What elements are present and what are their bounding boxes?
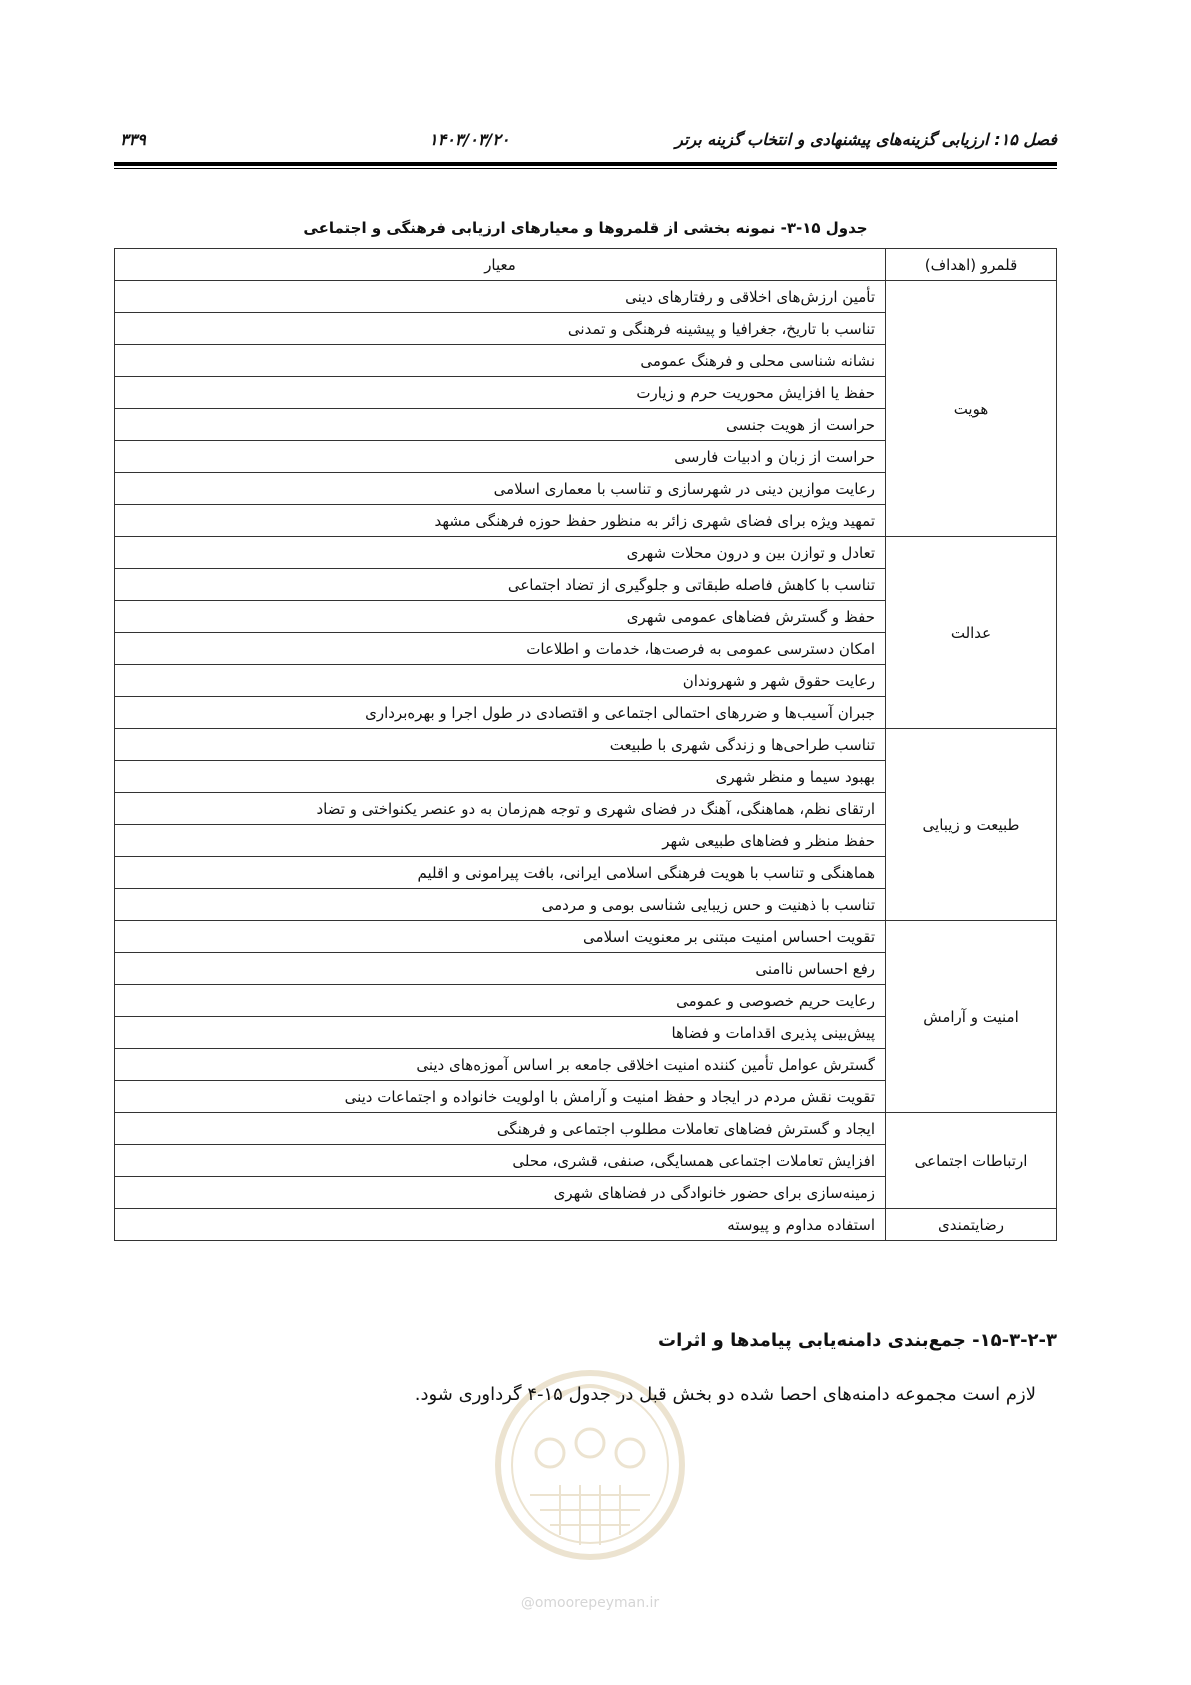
criterion-cell: تناسب با کاهش فاصله طبقاتی و جلوگیری از تضاد اجتماعی <box>115 569 886 601</box>
criterion-cell: گسترش عوامل تأمین کننده امنیت اخلاقی جامعه بر اساس آموزه‌های دینی <box>115 1049 886 1081</box>
domain-cell: رضایتمندی <box>886 1209 1057 1241</box>
header-rule-thick <box>114 162 1057 166</box>
criterion-cell: هماهنگی و تناسب با هویت فرهنگی اسلامی ایرانی، بافت پیرامونی و اقلیم <box>115 857 886 889</box>
section-body: لازم است مجموعه دامنه‌های احصا شده دو بخش قبل در جدول ۱۵-۴ گرداوری شود. <box>414 1384 1036 1405</box>
table-caption: جدول ۱۵-۳- نمونه بخشی از قلمروها و معیارهای ارزیابی فرهنگی و اجتماعی <box>303 219 868 237</box>
page-header <box>114 130 1057 160</box>
domain-cell: هویت <box>886 281 1057 537</box>
criterion-cell: جبران آسیب‌ها و ضررهای احتمالی اجتماعی و اقتصادی در طول اجرا و بهره‌برداری <box>115 697 886 729</box>
header-domain: قلمرو (اهداف) <box>886 249 1057 281</box>
table-row <box>115 537 1057 569</box>
criterion-cell: تأمین ارزش‌های اخلاقی و رفتارهای دینی <box>115 281 886 313</box>
criterion-cell: رعایت موازین دینی در شهرسازی و تناسب با معماری اسلامی <box>115 473 886 505</box>
criterion-cell: رعایت حقوق شهر و شهروندان <box>115 665 886 697</box>
criterion-cell: رعایت حریم خصوصی و عمومی <box>115 985 886 1017</box>
watermark <box>490 1335 690 1625</box>
criterion-cell: حراست از زبان و ادبیات فارسی <box>115 441 886 473</box>
domain-cell: طبیعت و زیبایی <box>886 729 1057 921</box>
criterion-cell: پیش‌بینی پذیری اقدامات و فضاها <box>115 1017 886 1049</box>
table-row <box>115 281 1057 313</box>
criterion-cell: زمینه‌سازی برای حضور خانوادگی در فضاهای شهری <box>115 1177 886 1209</box>
criterion-cell: تناسب طراحی‌ها و زندگی شهری با طبیعت <box>115 729 886 761</box>
table-header-row <box>115 249 1057 281</box>
criterion-cell: حراست از هویت جنسی <box>115 409 886 441</box>
criterion-cell: تقویت احساس امنیت مبتنی بر معنویت اسلامی <box>115 921 886 953</box>
table-body <box>115 281 1057 1241</box>
criterion-cell: تناسب با ذهنیت و حس زیبایی شناسی بومی و مردمی <box>115 889 886 921</box>
criteria-table <box>114 248 1057 1241</box>
header-date: ۱۴۰۳/۰۳/۲۰ <box>429 130 510 149</box>
criterion-cell: استفاده مداوم و پیوسته <box>115 1209 886 1241</box>
chapter-title: فصل ۱۵: ارزیابی گزینه‌های پیشنهادی و انتخاب گزینه برتر <box>675 130 1057 149</box>
table-row <box>115 921 1057 953</box>
watermark-seal-icon <box>490 1335 690 1595</box>
header-criterion: معیار <box>115 249 886 281</box>
criterion-cell: ارتقای نظم، هماهنگی، آهنگ در فضای شهری و توجه هم‌زمان به دو عنصر یکنواختی و تضاد <box>115 793 886 825</box>
watermark-text: @omoorepeyman.ir <box>520 1595 660 1611</box>
criterion-cell: حفظ و گسترش فضاهای عمومی شهری <box>115 601 886 633</box>
criterion-cell: حفظ منظر و فضاهای طبیعی شهر <box>115 825 886 857</box>
criterion-cell: امکان دسترسی عمومی به فرصت‌ها، خدمات و اطلاعات <box>115 633 886 665</box>
domain-cell: امنیت و آرامش <box>886 921 1057 1113</box>
table-row <box>115 1209 1057 1241</box>
section-heading: ۱۵-۳-۲-۳- جمع‌بندی دامنه‌یابی پیامدها و اثرات <box>657 1330 1057 1351</box>
criterion-cell: حفظ یا افزایش محوریت حرم و زیارت <box>115 377 886 409</box>
criterion-cell: رفع احساس ناامنی <box>115 953 886 985</box>
page-number: ۳۳۹ <box>120 130 146 149</box>
table-row <box>115 1113 1057 1145</box>
criterion-cell: نشانه شناسی محلی و فرهنگ عمومی <box>115 345 886 377</box>
criterion-cell: تقویت نقش مردم در ایجاد و حفظ امنیت و آرامش با اولویت خانواده و اجتماعات دینی <box>115 1081 886 1113</box>
criterion-cell: تعادل و توازن بین و درون محلات شهری <box>115 537 886 569</box>
domain-cell: عدالت <box>886 537 1057 729</box>
domain-cell: ارتباطات اجتماعی <box>886 1113 1057 1209</box>
criterion-cell: تمهید ویژه برای فضای شهری زائر به منظور حفظ حوزه فرهنگی مشهد <box>115 505 886 537</box>
criterion-cell: ایجاد و گسترش فضاهای تعاملات مطلوب اجتماعی و فرهنگی <box>115 1113 886 1145</box>
criterion-cell: بهبود سیما و منظر شهری <box>115 761 886 793</box>
table-row <box>115 729 1057 761</box>
header-rule-thin <box>114 168 1057 169</box>
criterion-cell: افزایش تعاملات اجتماعی همسایگی، صنفی، قشری، محلی <box>115 1145 886 1177</box>
criterion-cell: تناسب با تاریخ، جغرافیا و پیشینه فرهنگی و تمدنی <box>115 313 886 345</box>
